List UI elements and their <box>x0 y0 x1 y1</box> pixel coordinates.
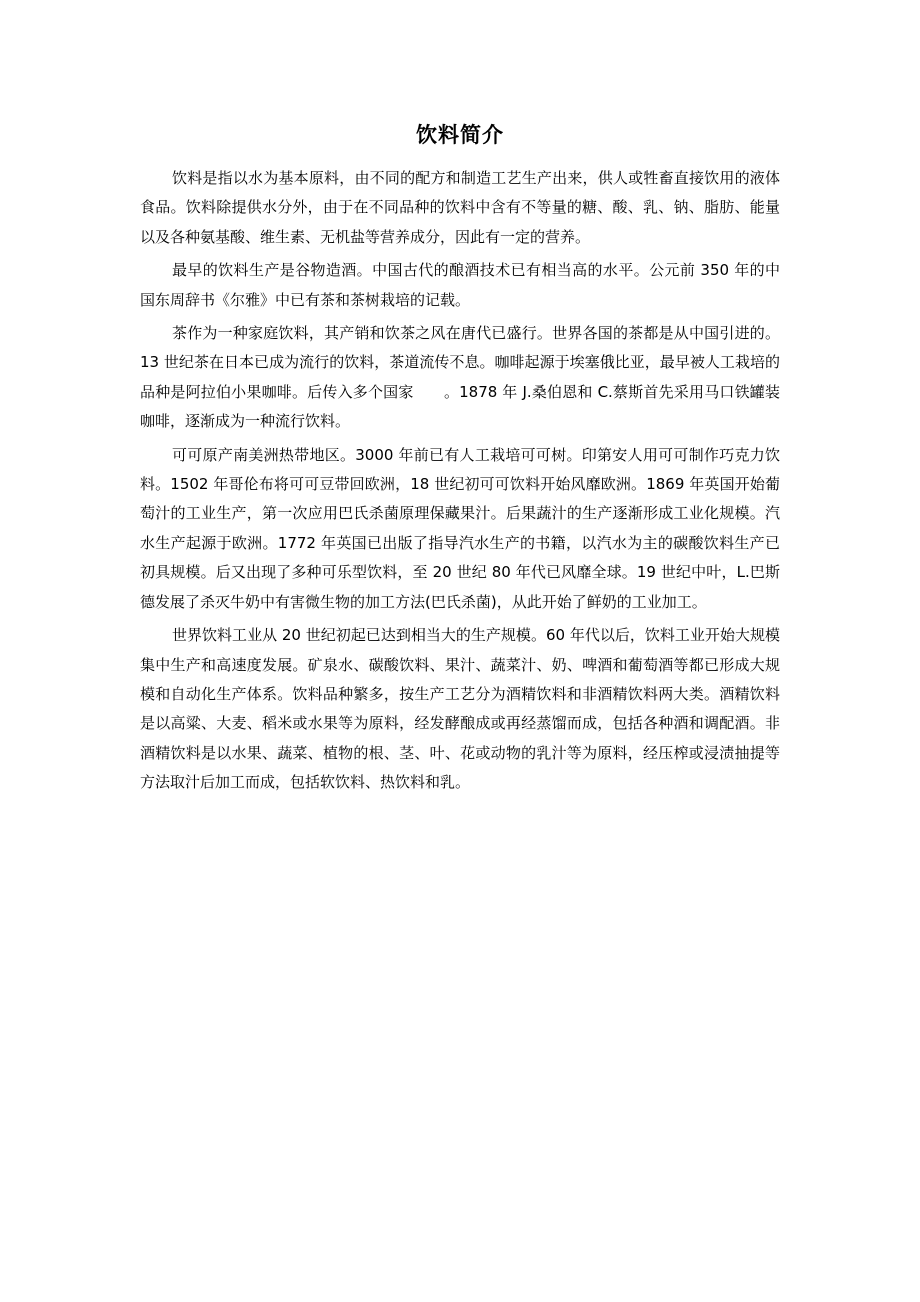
paragraph-earliest-production: 最早的饮料生产是谷物造酒。中国古代的酿酒技术已有相当高的水平。公元前 350 年的中国东周辞书《尔雅》中已有茶和茶树栽培的记载。 <box>140 261 780 309</box>
paragraph-cocoa-juice-soda: 可可原产南美洲热带地区。3000 年前已有人工栽培可可树。印第安人用可可制作巧克力饮料。1502 年哥伦布将可可豆带回欧洲，18 世纪初可可饮料开始风靡欧洲。1869 年英国开始葡萄汁的工业生产，第一次应用巴氏杀菌原理保藏果汁。后果蔬汁的生产逐渐形成工业化规模。汽水生产起源于欧洲。1772 年英国已出版了指导汽水生产的书籍，以汽水为主的碳酸饮料生产已初具规模。后又出现了多种可乐型饮料，至 20 世纪 80 年代已风靡全球。19 世纪中叶，L.巴斯德发展了杀灭牛奶中有害微生物的加工方法(巴氏杀菌)，从此开始了鲜奶的工业加工。 <box>140 445 780 611</box>
document-title: 饮料简介 <box>416 123 504 147</box>
document-body <box>140 164 780 802</box>
paragraph-tea-coffee: 茶作为一种家庭饮料，其产销和饮茶之风在唐代已盛行。世界各国的茶都是从中国引进的。13 世纪茶在日本已成为流行的饮料，茶道流传不息。咖啡起源于埃塞俄比亚，最早被人工栽培的品种是阿拉伯小果咖啡。后传入多个国家 。1878 年 J.桑伯恩和 C.蔡斯首先采用马口铁罐装咖啡，逐渐成为一种流行饮料。 <box>140 324 780 431</box>
paragraph-definition: 饮料是指以水为基本原料，由不同的配方和制造工艺生产出来，供人或牲畜直接饮用的液体食品。饮料除提供水分外，由于在不同品种的饮料中含有不等量的糖、酸、乳、钠、脂肪、能量以及各种氨基酸、维生素、无机盐等营养成分，因此有一定的营养。 <box>140 169 780 246</box>
paragraph-modern-industry: 世界饮料工业从 20 世纪初起已达到相当大的生产规模。60 年代以后，饮料工业开始大规模集中生产和高速度发展。矿泉水、碳酸饮料、果汁、蔬菜汁、奶、啤酒和葡萄酒等都已形成大规模和自动化生产体系。饮料品种繁多，按生产工艺分为酒精饮料和非酒精饮料两大类。酒精饮料是以高粱、大麦、稻米或水果等为原料，经发酵酿成或再经蒸馏而成，包括各种酒和调配酒。非酒精饮料是以水果、蔬菜、植物的根、茎、叶、花或动物的乳汁等为原料，经压榨或浸渍抽提等方法取汁后加工而成，包括软饮料、热饮料和乳。 <box>140 626 780 792</box>
